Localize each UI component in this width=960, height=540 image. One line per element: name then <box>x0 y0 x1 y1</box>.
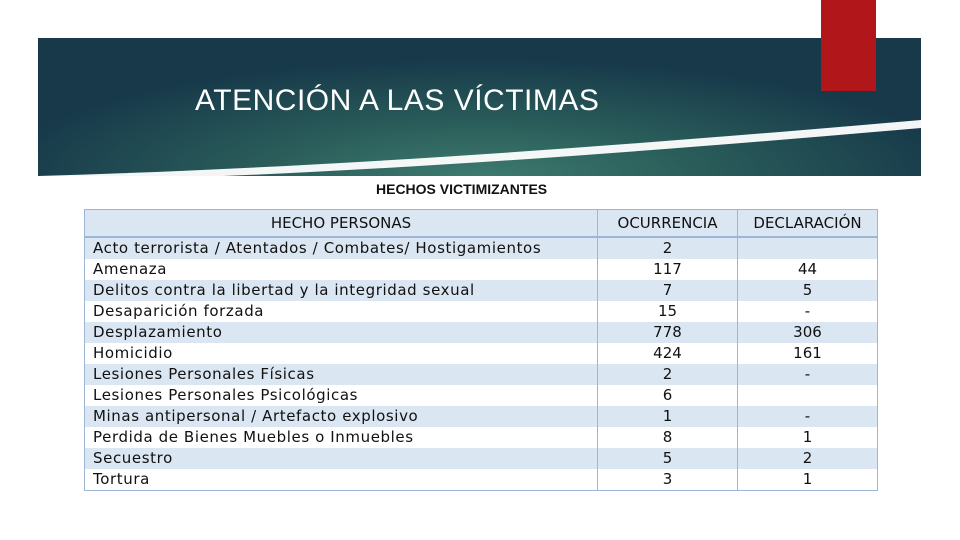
cell-ocurrencia: 15 <box>598 301 738 322</box>
table-row <box>85 427 878 448</box>
cell-declaracion <box>738 237 878 259</box>
table-row <box>85 469 878 491</box>
table-row <box>85 385 878 406</box>
cell-ocurrencia: 117 <box>598 259 738 280</box>
cell-hecho: Desplazamiento <box>85 322 598 343</box>
cell-declaracion: 2 <box>738 448 878 469</box>
table-row <box>85 280 878 301</box>
table-row <box>85 364 878 385</box>
cell-declaracion: 1 <box>738 427 878 448</box>
cell-hecho: Homicidio <box>85 343 598 364</box>
header-ocurrencia: OCURRENCIA <box>598 210 738 238</box>
table-subtitle: HECHOS VICTIMIZANTES <box>376 181 548 197</box>
cell-declaracion: 306 <box>738 322 878 343</box>
cell-ocurrencia: 1 <box>598 406 738 427</box>
banner-swoosh <box>38 118 921 182</box>
cell-ocurrencia: 424 <box>598 343 738 364</box>
cell-declaracion: 44 <box>738 259 878 280</box>
table-row <box>85 301 878 322</box>
table-row <box>85 237 878 259</box>
cell-hecho: Lesiones Personales Psicológicas <box>85 385 598 406</box>
cell-ocurrencia: 2 <box>598 364 738 385</box>
cell-hecho: Amenaza <box>85 259 598 280</box>
cell-ocurrencia: 8 <box>598 427 738 448</box>
table-header-row <box>85 210 878 238</box>
cell-hecho: Acto terrorista / Atentados / Combates/ Hostigamientos <box>85 237 598 259</box>
cell-hecho: Lesiones Personales Físicas <box>85 364 598 385</box>
cell-hecho: Minas antipersonal / Artefacto explosivo <box>85 406 598 427</box>
cell-declaracion: - <box>738 301 878 322</box>
table-row <box>85 322 878 343</box>
cell-ocurrencia: 5 <box>598 448 738 469</box>
cell-ocurrencia: 6 <box>598 385 738 406</box>
cell-declaracion <box>738 385 878 406</box>
header-hecho: HECHO PERSONAS <box>85 210 598 238</box>
table-body <box>85 237 878 491</box>
victims-table <box>84 209 878 491</box>
cell-declaracion: - <box>738 364 878 385</box>
cell-hecho: Secuestro <box>85 448 598 469</box>
slide-title: ATENCIÓN A LAS VÍCTIMAS <box>195 84 600 117</box>
cell-declaracion: 5 <box>738 280 878 301</box>
table-row <box>85 259 878 280</box>
table-row <box>85 343 878 364</box>
cell-ocurrencia: 3 <box>598 469 738 491</box>
cell-hecho: Tortura <box>85 469 598 491</box>
cell-declaracion: 161 <box>738 343 878 364</box>
cell-ocurrencia: 778 <box>598 322 738 343</box>
table-row <box>85 406 878 427</box>
cell-hecho: Perdida de Bienes Muebles o Inmuebles <box>85 427 598 448</box>
cell-declaracion: - <box>738 406 878 427</box>
cell-declaracion: 1 <box>738 469 878 491</box>
cell-ocurrencia: 7 <box>598 280 738 301</box>
cell-hecho: Desaparición forzada <box>85 301 598 322</box>
cell-hecho: Delitos contra la libertad y la integridad sexual <box>85 280 598 301</box>
header-declaracion: DECLARACIÓN <box>738 210 878 238</box>
accent-bar <box>821 0 876 91</box>
cell-ocurrencia: 2 <box>598 237 738 259</box>
table-row <box>85 448 878 469</box>
